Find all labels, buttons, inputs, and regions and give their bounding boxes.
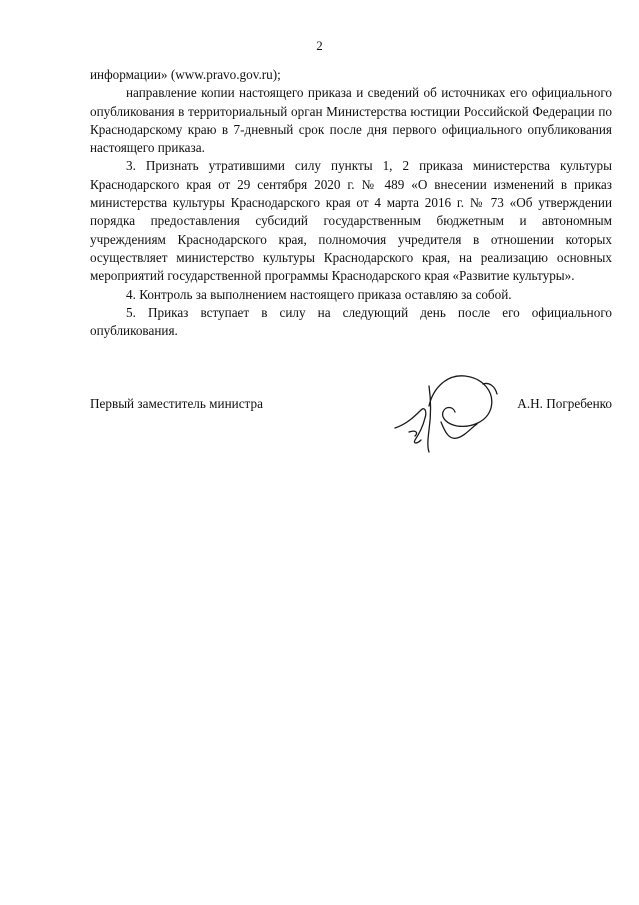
handwritten-signature: [385, 366, 505, 458]
paragraph-continuation: информации» (www.pravo.gov.ru);: [90, 67, 281, 82]
page-number: 2: [316, 38, 323, 53]
paragraph-item-3: 3. Признать утратившими силу пункты 1, 2 приказа министерства культуры Краснодарского края от 29 сентября 2020 г. № 489 «О внесении изменений в приказ министерства культуры Краснодарского края от 4 марта 2016 г. № 73 «Об утверждении порядка предоставления субсидий государственным бюджетным и автономным учреждениям Краснодарского края, полномочия учредителя в отношении которых осуществляет министерство культуры Краснодарского края, на реализацию основных мероприятий государственной программы Краснодарского края «Развитие культуры».: [90, 158, 612, 284]
signatory-name: А.Н. Погребенко: [517, 396, 612, 411]
document-body: [90, 66, 612, 340]
paragraph-item-5: 5. Приказ вступает в силу на следующий день после его официального опубликования.: [90, 304, 612, 339]
paragraph-copy-submission: направление копии настоящего приказа и сведений об источниках его официального опубликования в территориальный орган Министерства юстиции Российской Федерации по Краснодарскому краю в 7-дневный срок после дня первого официального опубликования настоящего приказа.: [90, 85, 612, 156]
signatory-position: Первый заместитель министра: [90, 396, 263, 411]
signature-block: [90, 396, 612, 436]
paragraph-item-4: 4. Контроль за выполнением настоящего приказа оставляю за собой.: [126, 286, 512, 302]
